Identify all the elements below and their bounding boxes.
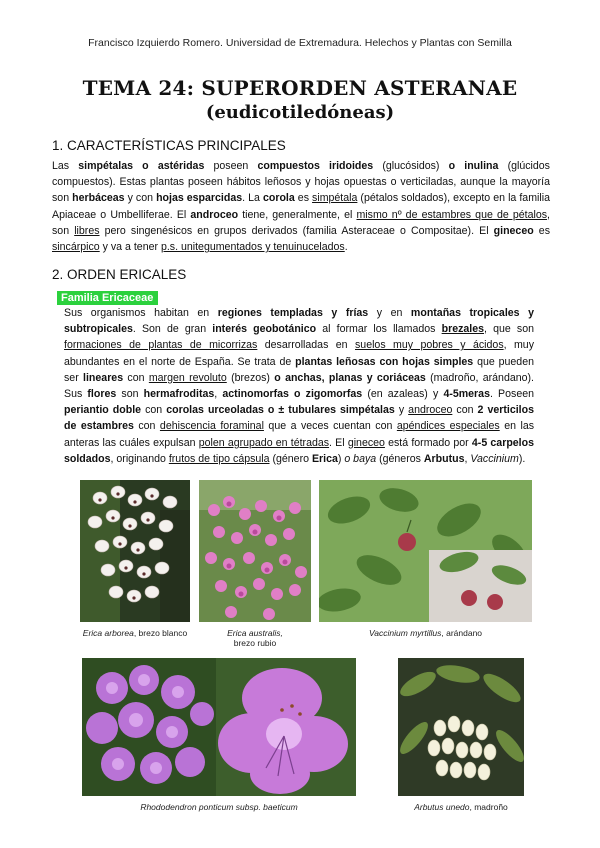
caption-rhododendron: Rhododendron ponticum subsp. baeticum <box>140 802 298 812</box>
chapter-title: TEMA 24: SUPERORDEN ASTERANAE <box>82 76 518 100</box>
chapter-subtitle: (eudicotiledóneas) <box>205 102 395 123</box>
arbutus-unedo-photo <box>398 658 524 796</box>
rhododendron-photo <box>82 658 356 796</box>
section-2-heading: 2. ORDEN ERICALES <box>52 267 187 282</box>
section-2-paragraph: Sus organismos habitan en regiones templadas y frías y en montañas tropicales y subtropicales. Son de gran interés geobotánico al formar los llamados brezales, que son formaciones de plantas de micorrizas desarrolladas en suelos muy pobres y ácidos, muy abundantes en el norte de España. Se trata de plantas leñosas con hojas simples que pueden ser lineares con margen revoluto (brezos) o anchas, planas y coriáceas (madroño, arándano). Sus flores son hermafroditas, actinomorfas o zigomorfas (en azaleas) y 4-5meras. Poseen periantio doble con corolas urceoladas o ± tubulares simpétalas y androceo con 2 verticilos de estambres con dehiscencia foraminal que a veces cuentan con apéndices especiales en las anteras las cuáles expulsan polen agrupado en tétradas. El gineceo está formado por 4-5 carpelos soldados, originando frutos de tipo cápsula (género Erica) o baya (géneros Arbutus, Vaccinium). <box>64 307 535 465</box>
section-1-paragraph: Las simpétalas o astéridas poseen compuestos iridoides (glucósidos) o inulina (glúcidos compuestos). Estas plantas poseen hábitos leñosos y hojas opuestas o verticiladas, aunque la mayoría son herbáceas y con hojas esparcidas. La corola es simpétala (pétalos soldados), excepto en la familia Apiaceae o Umbelliferae. El androceo tiene, generalmente, el mismo nº de estambres que de pétalos, son libres pero singenésicos en grupos derivados (familia Asteraceae o Compositae). El gineceo es sincárpico y va a tener p.s. unitegumentados y tenuinucelados. <box>52 160 550 254</box>
caption-erica-arborea: Erica arborea, brezo blanco <box>82 628 188 638</box>
vaccinium-myrtillus-photo <box>319 480 532 622</box>
erica-australis-photo <box>199 480 311 622</box>
erica-arborea-photo <box>80 480 190 622</box>
family-label-highlight: Familia Ericaceae <box>57 291 158 305</box>
caption-erica-australis: Erica australis, brezo rubio <box>227 628 283 648</box>
caption-vaccinium-myrtillus: Vaccinium myrtillus, arándano <box>368 628 483 638</box>
caption-arbutus-unedo: Arbutus unedo, madroño <box>414 802 508 812</box>
section-1-heading: 1. CARACTERÍSTICAS PRINCIPALES <box>52 138 286 153</box>
page-header: Francisco Izquierdo Romero. Universidad de Extremadura. Helechos y Plantas con Semilla <box>88 37 512 49</box>
